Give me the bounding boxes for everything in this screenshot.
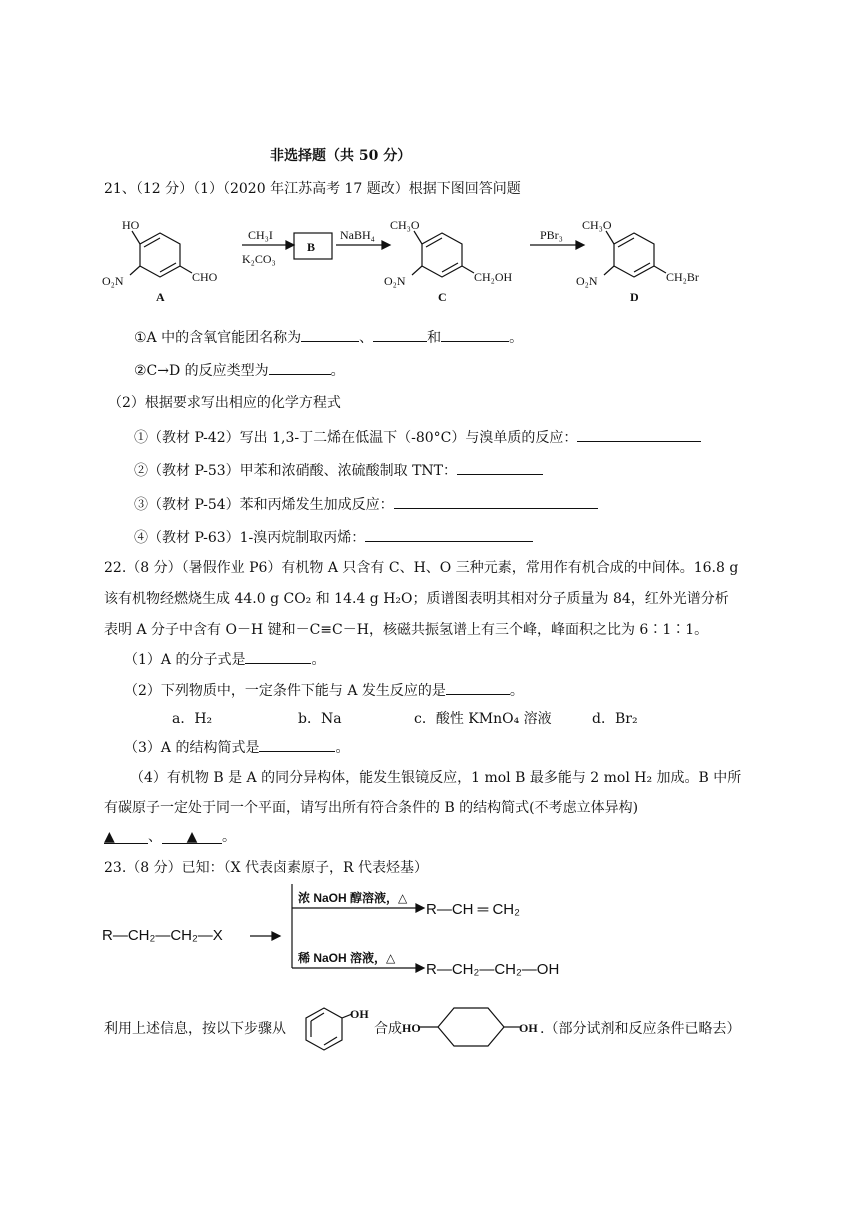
ring-d: [614, 233, 654, 277]
q22-line1: 22.（8 分）（暑假作业 P6）有机物 A 只含有 C、H、O 三种元素，常用作有机合成的中间体。16.8 g: [104, 560, 739, 576]
a-no2-group: O₂N: [102, 274, 124, 288]
answer-blank[interactable]: [259, 737, 335, 752]
q22-sub4-answers: ▲ 、 ▲ 。: [104, 829, 236, 845]
answer-blank[interactable]: [441, 327, 509, 342]
answer-blank[interactable]: [373, 327, 427, 342]
q22-sub2: （2）下列物质中，一定条件下能与 A 发生反应的是 。: [124, 680, 524, 700]
product-alkene: R—CH ═ CH₂: [426, 901, 520, 918]
answer-blank[interactable]: [446, 680, 510, 695]
condition-substitution: 稀 NaOH 溶液，△: [298, 951, 396, 965]
answer-blank[interactable]: [457, 460, 543, 475]
answer-blank[interactable]: [245, 649, 311, 664]
answer-blank[interactable]: [104, 829, 148, 844]
option-c[interactable]: c．酸性 KMnO₄ 溶液: [414, 711, 552, 727]
d-ch2br-group: CH₂Br: [666, 270, 699, 284]
q22-sub3: （3）A 的结构简式是 。: [124, 737, 349, 757]
q21-part2: （2）根据要求写出相应的化学方程式: [108, 395, 341, 411]
section-title: 非选择题（共 50 分）: [270, 148, 412, 164]
answer-blank[interactable]: [162, 829, 222, 844]
q21-eq1: ①（教材 P-42）写出 1,3-丁二烯在低温下（-80°C）与溴单质的反应：: [134, 427, 701, 447]
label-d: D: [630, 290, 639, 304]
condition-elimination: 浓 NaOH 醇溶液，△: [298, 891, 408, 905]
option-a[interactable]: a．H₂: [172, 711, 213, 727]
q21-sub2-text: ②C→D 的反应类型为: [134, 363, 269, 379]
q22-sub1: （1）A 的分子式是 。: [124, 649, 325, 669]
c-no2-group: O₂N: [384, 274, 406, 288]
q21-sub1: ①A 中的含氧官能团名称为 、 和 。: [134, 327, 523, 347]
q22-sub4-line2: 有碳原子一定处于同一个平面，请写出所有符合条件的 B 的结构简式(不考虑立体异构): [104, 800, 639, 816]
d-no2-group: O₂N: [576, 274, 598, 288]
answer-blank[interactable]: [394, 494, 598, 509]
reagent-pbr3: PBr₃: [540, 228, 563, 242]
c-ch3o-group: CH₃O: [390, 218, 420, 232]
q22-line2: 该有机物经燃烧生成 44.0 g CO₂ 和 14.4 g H₂O；质谱图表明其相对分子质量为 84，红外光谱分析: [104, 591, 729, 607]
a-cho-group: CHO: [192, 270, 218, 284]
diol-ho: HO: [402, 1021, 421, 1035]
q21-eq3: ③（教材 P-54）苯和丙烯发生加成反应：: [134, 494, 598, 514]
q22-line3: 表明 A 分子中含有 O－H 键和－C≡C－H，核磁共振氢谱上有三个峰，峰面积之比为 6∶1∶1。: [104, 622, 709, 638]
q23-reaction-scheme: [100, 878, 600, 978]
q21-heading: 21、（12 分）（1）（2020 年江苏高考 17 题改）根据下图回答问题: [104, 181, 521, 197]
label-b: B: [307, 240, 316, 254]
c-ch2oh-group: CH₂OH: [474, 270, 513, 284]
answer-blank[interactable]: [301, 327, 359, 342]
a-ho-group: HO: [122, 218, 140, 232]
triangle-mark: ▲: [104, 829, 115, 845]
label-c: C: [438, 290, 447, 304]
q23-last-a: 利用上述信息，按以下步骤从: [104, 1021, 286, 1037]
q21-sub1-text: ①A 中的含氧官能团名称为: [134, 330, 302, 346]
phenol-oh: OH: [350, 1007, 369, 1021]
reagent-nabh4: NaBH₄: [340, 228, 375, 242]
q23-heading: 23.（8 分）已知：（X 代表卤素原子，R 代表烃基）: [104, 860, 429, 876]
option-d[interactable]: d．Br₂: [592, 711, 638, 727]
ring-a: [140, 233, 180, 277]
q21-reaction-scheme: [100, 205, 760, 305]
phenol-structure: [300, 1002, 376, 1052]
answer-blank[interactable]: [577, 427, 701, 442]
reagent-k2co3: K₂CO₃: [242, 252, 276, 266]
q21-eq2: ②（教材 P-53）甲苯和浓硝酸、浓硫酸制取 TNT：: [134, 460, 543, 480]
diol-oh: OH: [519, 1021, 538, 1035]
q21-eq4: ④（教材 P-63）1-溴丙烷制取丙烯：: [134, 527, 533, 547]
product-alcohol: R—CH₂—CH₂—OH: [426, 961, 560, 978]
reagent-ch3i: CH₃I: [248, 228, 273, 242]
q22-sub4-line1: （4）有机物 B 是 A 的同分异构体，能发生银镜反应，1 mol B 最多能与 2 mol H₂ 加成。B 中所: [130, 770, 742, 786]
cyclohexanediol-structure: [402, 1002, 544, 1052]
q21-sub2: ②C→D 的反应类型为 。: [134, 360, 345, 380]
d-ch3o-group: CH₃O: [582, 218, 612, 232]
q23-last-c: .（部分试剂和反应条件已略去）: [540, 1021, 741, 1037]
triangle-mark: ▲: [186, 829, 198, 845]
answer-blank[interactable]: [365, 527, 533, 542]
option-b[interactable]: b．Na: [298, 711, 342, 727]
general-reactant: R—CH₂—CH₂—X: [102, 927, 223, 944]
answer-blank[interactable]: [269, 360, 331, 375]
ring-c: [422, 233, 462, 277]
q23-last-b: 合成: [374, 1021, 402, 1037]
label-a: A: [156, 290, 165, 304]
